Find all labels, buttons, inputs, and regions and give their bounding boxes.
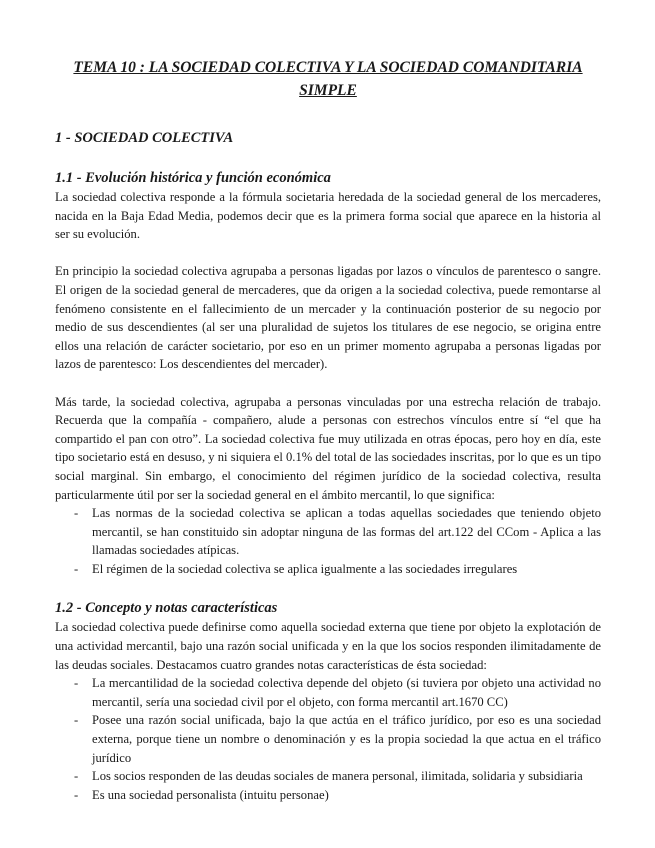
paragraph: Más tarde, la sociedad colectiva, agrupaba a personas vinculadas por una estrecha relación de trabajo. Recuerda que la compañía - compañero, alude a personas con estrechos vínculos entre sí “el que ha compartido el pan con otro”. La sociedad colectiva fue muy utilizada en otras épocas, pero hoy en día, este tipo societario está en desuso, y ni siquiera el 0.1% del total de las sociedades inscritas, por lo que es un tipo social marginal. Sin embargo, el conocimiento del régimen jurídico de la sociedad colectiva, resulta particularmente útil por ser la sociedad general en el ámbito mercantil, lo que significa: [55,394,601,502]
bullet-marker: - [74,676,79,691]
bullet-list [55,504,601,578]
list-item [74,504,601,560]
document-page [55,56,601,804]
list-item-text: El régimen de la sociedad colectiva se aplica igualmente a las sociedades irregulares [92,561,518,576]
list-item-text: Es una sociedad personalista (intuitu personae) [92,787,329,802]
list-item [74,786,601,805]
list-item-text: Las normas de la sociedad colectiva se aplican a todas aquellas sociedades que teniendo objeto mercantil, se han constituido sin adoptar ninguna de las formas del art.122 del CCom - Aplica a las llamadas sociedades atípicas. [92,506,601,558]
list-item [74,767,601,786]
paragraph: En principio la sociedad colectiva agrupaba a personas ligadas por lazos o vínculos de parentesco o sangre. El origen de la sociedad general de mercaderes, que da origen a la sociedad colectiva, puede remontarse al fenómeno consistente en el fallecimiento de un mercader y la continuación posterior de su negocio por medio de sus descendientes (al ser una pluralidad de sujetos los titulares de ese negocio, se origina entre ellos una relación de carácter societario, por eso en un primer momento agrupaba a personas ligadas por lazos de parentesco: Los descendientes del mercader). [55,264,601,372]
list-item [74,711,601,767]
list-item-text: Los socios responden de las deudas sociales de manera personal, ilimitada, solidaria y subsidiaria [92,769,583,784]
bullet-list [55,674,601,804]
subsection-heading: 1.1 - Evolución histórica y función económica [55,170,331,186]
bullet-marker: - [74,769,79,784]
document-title: TEMA 10 : LA SOCIEDAD COLECTIVA Y LA SOCIEDAD COMANDITARIA SIMPLE [73,59,583,99]
paragraph: La sociedad colectiva puede definirse como aquella sociedad externa que tiene por objeto la explotación de una actividad mercantil, bajo una razón social unificada y en la que los socios responden ilimitadamente de las deudas sociales. Destacamos cuatro grandes notas características de ésta sociedad: [55,620,601,672]
list-item-text: Posee una razón social unificada, bajo la que actúa en el tráfico jurídico, por eso es una sociedad externa, porque tiene un nombre o denominación y es la propia sociedad la que actua en el tráfico jurídico [92,713,601,765]
bullet-marker: - [74,506,79,521]
bullet-marker: - [74,713,79,728]
list-item [74,560,601,579]
list-item-text: La mercantilidad de la sociedad colectiva depende del objeto (si tuviera por objeto una actividad no mercantil, sería una sociedad civil por el objeto, con forma mercantil art.1670 CC) [92,676,601,709]
bullet-marker: - [74,787,79,802]
subsection-heading: 1.2 - Concepto y notas características [55,600,278,617]
section-heading: 1 - SOCIEDAD COLECTIVA [55,130,234,146]
bullet-marker: - [74,561,79,576]
list-item [74,674,601,711]
paragraph: La sociedad colectiva responde a la fórmula societaria heredada de la sociedad general de los mercaderes, nacida en la Baja Edad Media, podemos decir que es la primera forma social que aparece en la historia al ser su evolución. [55,190,601,242]
